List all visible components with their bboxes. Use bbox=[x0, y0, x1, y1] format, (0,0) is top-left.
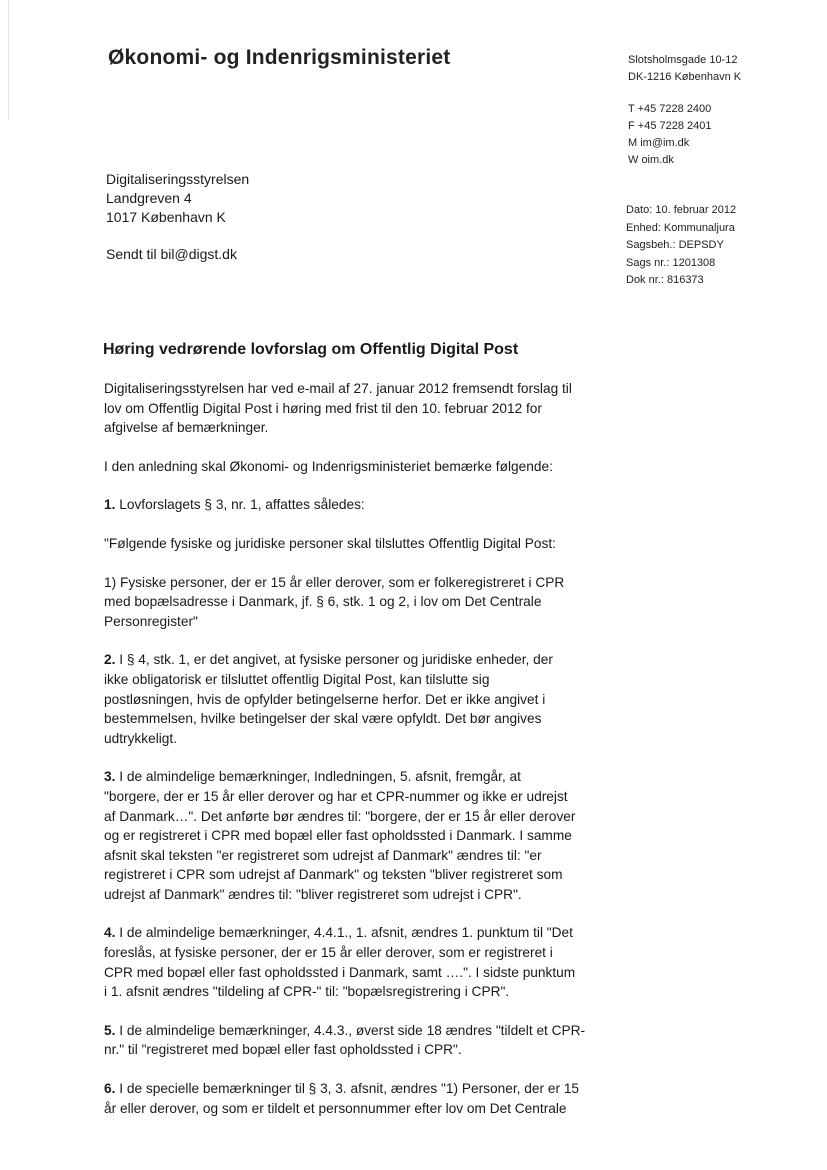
body-text: afgivelse af bemærkninger. bbox=[104, 420, 269, 436]
body-text: udrejst af Danmark" ændres til: "bliver registreret som udrejst i CPR". bbox=[104, 886, 522, 902]
address-line: Slotsholmsgade 10-12 bbox=[628, 54, 738, 66]
body-text: afsnit skal teksten "er registreret som udrejst af Danmark" ændres til: "er bbox=[104, 847, 542, 863]
recipient-line: Digitaliseringsstyrelsen bbox=[106, 171, 250, 187]
body-text: CPR med bopæl eller fast opholdssted i Danmark, samt ….". I sidste punktum bbox=[104, 964, 576, 980]
body-text: I de almindelige bemærkninger, 4.4.3., øverst side 18 ændres "tildelt et CPR- bbox=[115, 1022, 586, 1038]
body-text: foreslås, at fysiske personer, der er 15 år eller derover, som er registreret i bbox=[104, 945, 553, 961]
body-line bbox=[104, 826, 594, 846]
sent-to-line: Sendt til bil@digst.dk bbox=[106, 246, 237, 262]
body-line bbox=[104, 846, 594, 866]
body-line bbox=[104, 418, 594, 438]
body-text: nr." til "registreret med bopæl eller fast opholdssted i CPR". bbox=[104, 1042, 462, 1058]
body-line bbox=[104, 729, 594, 749]
body-line bbox=[104, 787, 594, 807]
body-line bbox=[104, 709, 594, 729]
fax-line: F +45 7228 2401 bbox=[628, 120, 712, 132]
body-text: I den anledning skal Økonomi- og Indenrigsministeriet bemærke følgende: bbox=[104, 458, 553, 474]
paragraph-number: 6. bbox=[104, 1081, 116, 1097]
ministry-title: Økonomi- og Indenrigsministeriet bbox=[108, 46, 451, 69]
body-paragraph bbox=[104, 573, 594, 632]
body-paragraph bbox=[104, 457, 594, 477]
email-line: M im@im.dk bbox=[628, 137, 690, 149]
sender-contact bbox=[628, 52, 818, 184]
body-text: Personregister" bbox=[104, 613, 198, 629]
letter-body bbox=[104, 379, 594, 1137]
letter-subject: Høring vedrørende lovforslag om Offentlig Digital Post bbox=[103, 341, 519, 358]
body-text: 1) Fysiske personer, der er 15 år eller derover, som er folkeregistreret i CPR bbox=[104, 574, 565, 590]
body-line bbox=[104, 457, 594, 477]
body-text: bestemmelsen, hvilke betingelser der skal være opfyldt. Det bør angives bbox=[104, 711, 542, 727]
phone-line: T +45 7228 2400 bbox=[628, 103, 712, 115]
spacer bbox=[106, 227, 249, 245]
body-paragraph bbox=[104, 767, 594, 904]
recipient-address bbox=[106, 170, 249, 264]
recipient-line: 1017 København K bbox=[106, 209, 226, 225]
body-paragraph bbox=[104, 495, 594, 515]
body-line bbox=[104, 865, 594, 885]
body-paragraph bbox=[104, 923, 594, 1001]
web-line: W oim.dk bbox=[628, 154, 674, 166]
body-line bbox=[104, 592, 594, 612]
body-line bbox=[104, 963, 594, 983]
body-text: med bopælsadresse i Danmark, jf. § 6, stk. 1 og 2, i lov om Det Centrale bbox=[104, 594, 542, 610]
body-line bbox=[104, 534, 594, 554]
body-text: I de almindelige bemærkninger, Indledningen, 5. afsnit, fremgår, at bbox=[115, 769, 521, 785]
body-text: lov om Offentlig Digital Post i høring med frist til den 10. februar 2012 for bbox=[104, 400, 542, 416]
address-line: DK-1216 København K bbox=[628, 71, 742, 83]
body-line bbox=[104, 573, 594, 593]
scan-edge-line bbox=[8, 0, 9, 120]
body-line bbox=[104, 670, 594, 690]
paragraph-number: 1. bbox=[104, 497, 116, 513]
body-text: ikke obligatorisk er tilsluttet offentlig Digital Post, kan tilslutte sig bbox=[104, 671, 490, 687]
body-line bbox=[104, 923, 594, 943]
body-line bbox=[104, 690, 594, 710]
body-paragraph bbox=[104, 379, 594, 438]
paragraph-number: 5. bbox=[104, 1022, 116, 1038]
body-text: postløsningen, hvis de opfylder betingelserne herfor. Det er ikke angivet i bbox=[104, 691, 546, 707]
body-text: år eller derover, og som er tildelt et personnummer efter lov om Det Centrale bbox=[104, 1100, 567, 1116]
meta-caseworker: Sagsbeh.: DEPSDY bbox=[626, 239, 724, 251]
body-line bbox=[104, 1079, 594, 1099]
body-line bbox=[104, 612, 594, 632]
recipient-line: Landgreven 4 bbox=[106, 190, 192, 206]
body-text: I de specielle bemærkninger til § 3, 3. afsnit, ændres "1) Personer, der er 15 bbox=[115, 1081, 580, 1097]
paragraph-number: 2. bbox=[104, 652, 116, 668]
body-paragraph bbox=[104, 650, 594, 748]
body-text: I § 4, stk. 1, er det angivet, at fysiske personer og juridiske enheder, der bbox=[115, 652, 553, 668]
body-line bbox=[104, 379, 594, 399]
body-line bbox=[104, 399, 594, 419]
body-paragraph bbox=[104, 1079, 594, 1118]
paragraph-number: 4. bbox=[104, 925, 116, 941]
body-line bbox=[104, 943, 594, 963]
body-text: I de almindelige bemærkninger, 4.4.1., 1. afsnit, ændres 1. punktum til "Det bbox=[115, 925, 573, 941]
body-line bbox=[104, 650, 594, 670]
body-text: Digitaliseringsstyrelsen har ved e-mail af 27. januar 2012 fremsendt forslag til bbox=[104, 381, 572, 396]
body-line bbox=[104, 982, 594, 1002]
body-line bbox=[104, 495, 594, 515]
body-text: i 1. afsnit ændres "tildeling af CPR-" til: "bopælsregistrering i CPR". bbox=[104, 984, 510, 1000]
body-text: Lovforslagets § 3, nr. 1, affattes således: bbox=[115, 497, 365, 513]
paragraph-number: 3. bbox=[104, 769, 116, 785]
sender-contacts bbox=[628, 101, 818, 169]
body-text: "borgere, der er 15 år eller derover og har et CPR-nummer og ikke er udrejst bbox=[104, 788, 568, 804]
body-text: udtrykkeligt. bbox=[104, 730, 178, 746]
meta-doc-number: Dok nr.: 816373 bbox=[626, 274, 704, 286]
meta-case-number: Sags nr.: 1201308 bbox=[626, 256, 716, 269]
body-paragraph bbox=[104, 534, 594, 554]
body-text: "Følgende fysiske og juridiske personer skal tilsluttes Offentlig Digital Post: bbox=[104, 535, 556, 551]
body-text: registreret i CPR som udrejst af Danmark" og teksten "bliver registreret som bbox=[104, 867, 563, 883]
body-line bbox=[104, 767, 594, 787]
body-line bbox=[104, 1021, 594, 1041]
meta-unit: Enhed: Kommunaljura bbox=[626, 221, 735, 234]
body-line bbox=[104, 1040, 594, 1060]
body-text: og er registreret i CPR med bopæl eller fast opholdssted i Danmark. I samme bbox=[104, 828, 572, 844]
body-line bbox=[104, 1099, 594, 1119]
meta-date: Dato: 10. februar 2012 bbox=[626, 204, 737, 216]
body-line bbox=[104, 885, 594, 905]
body-paragraph bbox=[104, 1021, 594, 1060]
document-meta bbox=[626, 202, 736, 290]
sender-address bbox=[628, 52, 818, 86]
body-line bbox=[104, 807, 594, 827]
body-text: af Danmark…". Det anførte bør ændres til: "borgere, der er 15 år eller derover bbox=[104, 808, 576, 824]
